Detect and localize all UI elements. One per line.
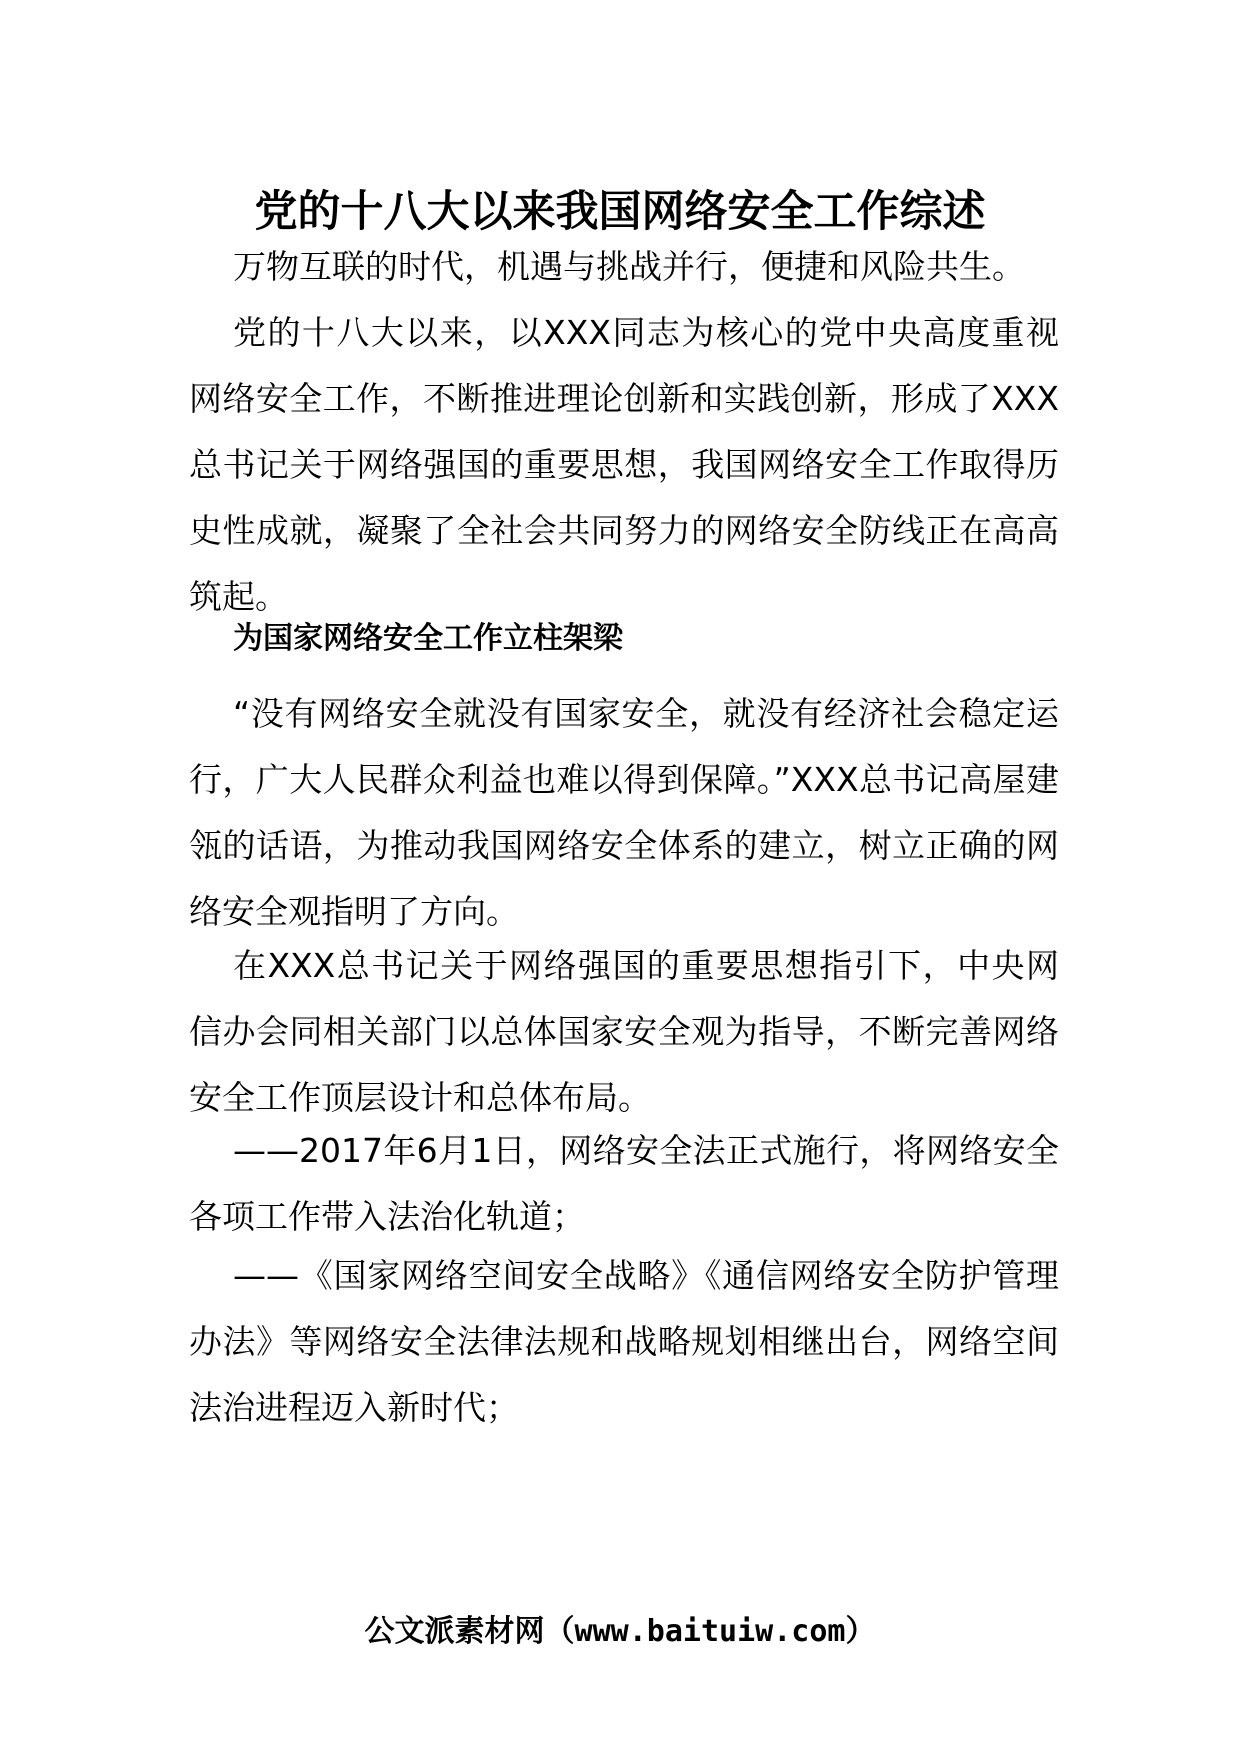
section-heading: 为国家网络安全工作立柱架梁 [233,621,623,656]
footer-close: ） [845,1614,876,1649]
paragraph-guidance: 在XXX总书记关于网络强国的重要思想指引下，中央网信办会同相关部门以总体国家安全观为指导，不断完善网络安全工作顶层设计和总体布局。 [189,946,1059,1117]
document-title: 党的十八大以来我国网络安全工作综述 [254,187,986,237]
footer-watermark [0,1608,1240,1656]
footer-site-name: 公文派素材网（ [364,1614,575,1649]
paragraph-overview: 党的十八大以来，以XXX同志为核心的党中央高度重视网络安全工作，不断推进理论创新和实践创新，形成了XXX总书记关于网络强国的重要思想，我国网络安全工作取得历史性成就，凝聚了全社会共同努力的网络安全防线正在高高筑起。 [189,313,1059,616]
paragraph-law-2017: ——2017年6月1日，网络安全法正式施行，将网络安全各项工作带入法治化轨道； [189,1131,1059,1236]
paragraph-strategy: ——《国家网络空间安全战略》《通信网络安全防护管理办法》等网络安全法律法规和战略规划相继出台，网络空间法治进程迈入新时代； [189,1256,1059,1427]
footer-url[interactable]: www.baituiw.com [574,1614,846,1649]
paragraph-intro: 万物互联的时代，机遇与挑战并行，便捷和风险共生。 [233,247,1025,286]
paragraph-quote: “没有网络安全就没有国家安全，就没有经济社会稳定运行，广大人民群众利益也难以得到保障。”XXX总书记高屋建瓴的话语，为推动我国网络安全体系的建立，树立正确的网络安全观指明了方向。 [189,694,1059,931]
